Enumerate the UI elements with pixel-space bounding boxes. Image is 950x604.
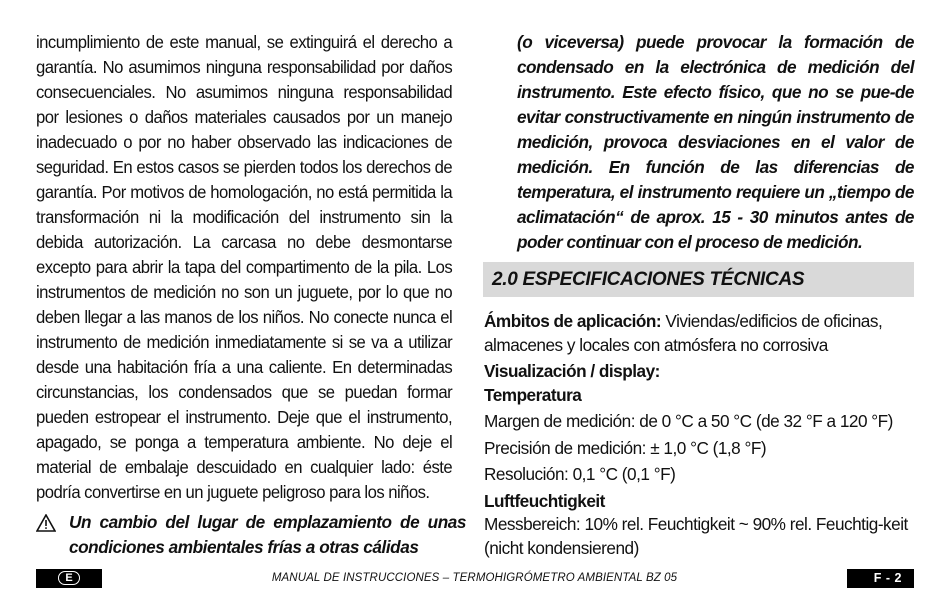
temp-resolution: Resolución: 0,1 °C (0,1 °F) [484,464,676,484]
temp-range: Margen de medición: de 0 °C a 50 °C (de 32 °F a 120 °F) [484,411,893,431]
section-header [483,262,914,297]
language-badge: E [58,571,80,585]
warning-text: Un cambio del lugar de emplazamiento de unas condiciones ambientales frías a otras cálidas [69,512,466,557]
scope-label: Ámbitos de aplicación: [484,311,662,331]
warning-continued-text: (o viceversa) puede provocar la formación de condensado en la electrónica de medición del instrumento. Este efecto físico, que no se pue-de evitar constructivamente en ningún instrumento de medición, provoca desviaciones en el valor de medición. En función de las diferencias de temperatura, el instrumento requiere un „tiempo de aclimatación“ de aprox. 15 - 30 minutos antes de poder continuar con el proceso de medición. [517,32,914,252]
page-footer [36,569,914,588]
temp-precision: Precisión de medición: ± 1,0 °C (1,8 °F) [484,437,767,458]
page-number: F - 2 [873,571,902,585]
humidity-heading: Luftfeuchtigkeit [484,490,605,511]
left-column [36,30,452,505]
warning-triangle-icon [36,514,56,532]
manual-title: MANUAL DE INSTRUCCIONES – TERMOHIGRÓMETRO AMBIENTAL BZ 05 [102,569,847,588]
scope-value: Viviendas/edificios de oficinas, almacenes y locales con atmósfera no corrosiva [484,311,883,355]
left-body-text: incumplimiento de este manual, se extinguirá el derecho a garantía. No asumimos ninguna responsabilidad por daños consecuenciales. No asumimos ninguna responsabilidad por lesiones o daños materiales causados por un manejo inadecuado o por no haber observado las indicaciones de seguridad. En estos casos se pierden todos los derechos de garantía. Por motivos de homologación, no está permitida la transformación ni la modificación del instrumento sin la debida autorización. La carcasa no debe desmontarse excepto para abrir la tapa del compartimento de la pila. Los instrumentos de medición no son un juguete, por lo que no deben llegar a las manos de los niños. No conecte nunca el instrumento de medición inmediatamente si se va a utilizar desde una habitación fría a una caliente. En determinadas circunstancias, los condensados que se puedan formar pueden estropear el instrumento. Deje que el instrumento, apagado, se ponga a temperatura ambiente. No deje el material de embalaje descuidado en cualquier lado: éste podría convertirse en un juguete peligroso para los niños. [36,32,453,502]
section-title: 2.0 ESPECIFICACIONES TÉCNICAS [492,269,805,290]
display-heading: Visualización / display: [484,361,660,381]
temperature-heading: Temperatura [484,384,582,405]
scope-row [484,310,914,357]
humidity-range: Messbereich: 10% rel. Feuchtigkeit ~ 90% rel. Feuchtig-keit (nicht kondensierend) [484,514,908,558]
specifications [484,310,914,563]
